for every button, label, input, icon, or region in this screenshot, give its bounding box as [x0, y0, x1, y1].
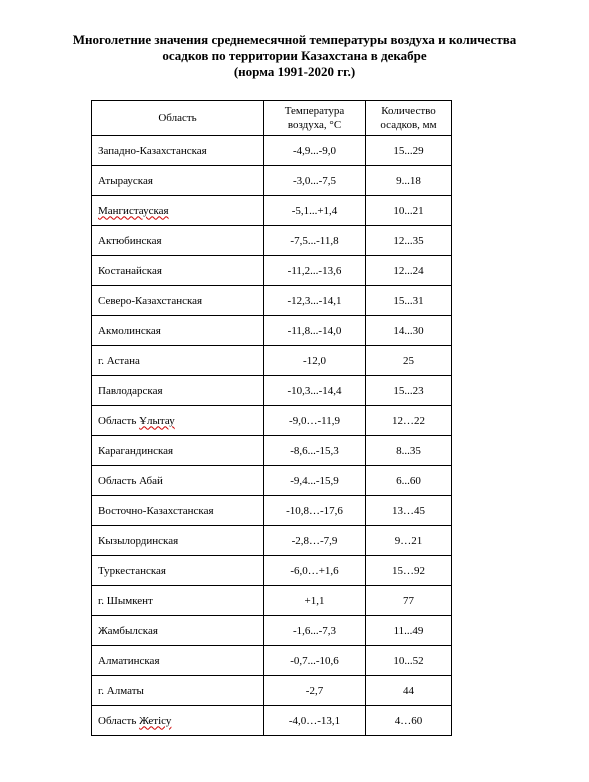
cell-region: [92, 676, 264, 706]
cell-precipitation: 11...49: [366, 616, 452, 646]
cell-temperature: -12,0: [264, 346, 366, 376]
region-name: Павлодарская: [98, 384, 163, 397]
cell-temperature: -7,5...-11,8: [264, 226, 366, 256]
table-row: [92, 226, 452, 256]
region-name: Кызылординская: [98, 534, 179, 547]
title-line-1: Многолетние значения среднемесячной температуры воздуха и количества: [72, 32, 517, 47]
region-name: г. Астана: [98, 354, 140, 367]
region-name: Карагандинская: [98, 444, 174, 457]
cell-region: [92, 526, 264, 556]
table-row: [92, 256, 452, 286]
region-name: Костанайская: [98, 264, 162, 277]
cell-precipitation: 14...30: [366, 316, 452, 346]
table-row: [92, 196, 452, 226]
table-row: [92, 496, 452, 526]
header-precipitation: Количество осадков, мм: [366, 101, 452, 136]
cell-temperature: -9,0…-11,9: [264, 406, 366, 436]
cell-region: [92, 316, 264, 346]
region-name: Актюбинская: [98, 234, 162, 247]
region-name: Область Абай: [98, 474, 163, 487]
region-name: Туркестанская: [98, 564, 166, 577]
cell-region: [92, 646, 264, 676]
document-title: [0, 32, 589, 80]
region-name: Акмолинская: [98, 324, 161, 337]
cell-temperature: -11,2...-13,6: [264, 256, 366, 286]
cell-region: [92, 706, 264, 736]
region-name: Ұлытау: [139, 414, 175, 427]
table-body: [92, 136, 452, 736]
cell-temperature: +1,1: [264, 586, 366, 616]
cell-precipitation: 77: [366, 586, 452, 616]
cell-precipitation: 25: [366, 346, 452, 376]
title-line-2: осадков по территории Казахстана в декабре: [162, 48, 427, 63]
cell-precipitation: 15...31: [366, 286, 452, 316]
table-row: [92, 346, 452, 376]
cell-temperature: -10,8…-17,6: [264, 496, 366, 526]
cell-temperature: -10,3...-14,4: [264, 376, 366, 406]
cell-region: [92, 256, 264, 286]
region-prefix: Область: [98, 714, 140, 727]
cell-precipitation: 9…21: [366, 526, 452, 556]
cell-region: [92, 496, 264, 526]
table-row: [92, 376, 452, 406]
region-name: Жамбылская: [98, 624, 158, 637]
region-name: Восточно-Казахстанская: [98, 504, 214, 517]
title-line-3: (норма 1991-2020 гг.): [233, 64, 356, 79]
cell-region: [92, 466, 264, 496]
region-name: Мангистауская: [98, 204, 169, 217]
cell-precipitation: 10...52: [366, 646, 452, 676]
region-prefix: Область: [98, 414, 140, 427]
header-region: Область: [92, 101, 264, 136]
table-row: [92, 706, 452, 736]
table-row: [92, 466, 452, 496]
cell-region: [92, 556, 264, 586]
cell-temperature: -5,1...+1,4: [264, 196, 366, 226]
region-name: Северо-Казахстанская: [98, 294, 203, 307]
cell-temperature: -9,4...-15,9: [264, 466, 366, 496]
region-name: Алматинская: [98, 654, 160, 667]
table-row: [92, 646, 452, 676]
cell-precipitation: 15…92: [366, 556, 452, 586]
cell-precipitation: 8...35: [366, 436, 452, 466]
table-row: [92, 616, 452, 646]
cell-temperature: -1,6...-7,3: [264, 616, 366, 646]
cell-region: [92, 196, 264, 226]
cell-precipitation: 12...24: [366, 256, 452, 286]
region-name: Атырауская: [98, 174, 153, 187]
cell-region: [92, 586, 264, 616]
cell-precipitation: 44: [366, 676, 452, 706]
cell-precipitation: 15...23: [366, 376, 452, 406]
table-header-row: [92, 101, 452, 136]
cell-region: [92, 226, 264, 256]
cell-region: [92, 406, 264, 436]
region-name: г. Алматы: [98, 684, 144, 697]
climate-norms-table: [91, 100, 452, 736]
cell-precipitation: 15...29: [366, 136, 452, 166]
table-row: [92, 556, 452, 586]
region-name: Жетісу: [139, 714, 172, 727]
cell-temperature: -0,7...-10,6: [264, 646, 366, 676]
cell-precipitation: 4…60: [366, 706, 452, 736]
cell-region: [92, 616, 264, 646]
table-row: [92, 406, 452, 436]
cell-precipitation: 13…45: [366, 496, 452, 526]
table-row: [92, 316, 452, 346]
cell-region: [92, 346, 264, 376]
table-row: [92, 286, 452, 316]
table-row: [92, 676, 452, 706]
table-row: [92, 136, 452, 166]
cell-temperature: -12,3...-14,1: [264, 286, 366, 316]
cell-temperature: -4,0…-13,1: [264, 706, 366, 736]
header-temperature: Температура воздуха, °С: [264, 101, 366, 136]
cell-temperature: -6,0…+1,6: [264, 556, 366, 586]
cell-temperature: -4,9...-9,0: [264, 136, 366, 166]
cell-region: [92, 166, 264, 196]
cell-precipitation: 12...35: [366, 226, 452, 256]
cell-temperature: -3,0...-7,5: [264, 166, 366, 196]
region-name: г. Шымкент: [98, 594, 153, 607]
table-row: [92, 436, 452, 466]
cell-temperature: -11,8...-14,0: [264, 316, 366, 346]
cell-region: [92, 436, 264, 466]
cell-precipitation: 9...18: [366, 166, 452, 196]
cell-precipitation: 6...60: [366, 466, 452, 496]
table-row: [92, 526, 452, 556]
cell-region: [92, 286, 264, 316]
cell-region: [92, 136, 264, 166]
cell-temperature: -2,8…-7,9: [264, 526, 366, 556]
cell-temperature: -2,7: [264, 676, 366, 706]
region-name: Западно-Казахстанская: [98, 144, 207, 157]
table-row: [92, 166, 452, 196]
cell-region: [92, 376, 264, 406]
cell-precipitation: 12…22: [366, 406, 452, 436]
cell-precipitation: 10...21: [366, 196, 452, 226]
table-row: [92, 586, 452, 616]
cell-temperature: -8,6...-15,3: [264, 436, 366, 466]
